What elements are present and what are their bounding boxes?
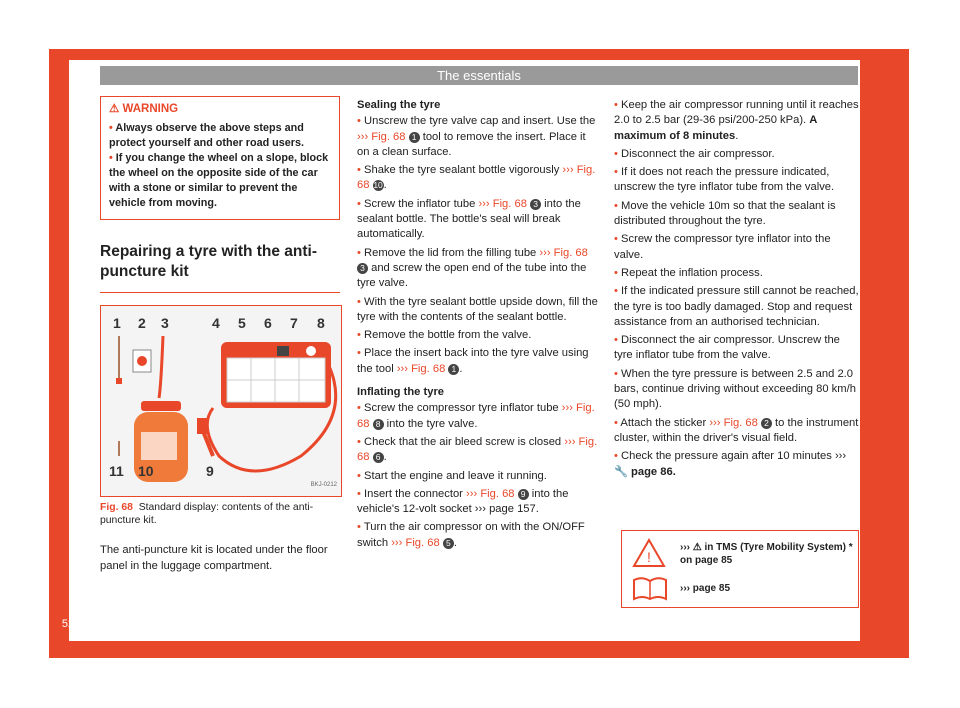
list-item: • If it does not reach the pressure indicated, unscrew the tyre inflator tube from the valve.	[614, 166, 835, 194]
sealing-heading: Sealing the tyre	[357, 99, 441, 111]
figure-label: 8	[317, 315, 325, 332]
kit-illustration	[101, 306, 341, 496]
callout-number: 9	[518, 489, 529, 500]
warning-box	[100, 96, 340, 220]
list-item: • Repeat the inflation process.	[614, 266, 763, 279]
list-item: • Start the engine and leave it running.	[357, 469, 547, 482]
section-title: Repairing a tyre with the anti-puncture kit	[100, 242, 340, 293]
figure-reference-link[interactable]: ››› Fig. 68	[357, 164, 596, 192]
intro-text: The anti-puncture kit is located under the floor panel in the luggage compartment.	[100, 544, 328, 572]
warning-item: • If you change the wheel on a slope, block the wheel on the opposite side of the car with a stone or similar to prevent the vehicle from moving.	[109, 152, 329, 210]
list-item: • With the tyre sealant bottle upside down, fill the tyre with the contents of the sealant bottle.	[357, 295, 598, 323]
column-middle	[357, 98, 601, 554]
callout-number: 5	[443, 538, 454, 549]
figure-reference-link[interactable]: ››› Fig. 68	[357, 402, 595, 430]
callout-number: 8	[373, 419, 384, 430]
figure-label: 7	[290, 315, 298, 332]
list-item: • Screw the compressor tyre inflator into the valve.	[614, 233, 831, 261]
callout-number: 1	[409, 132, 420, 143]
list-item: • Remove the lid from the filling tube ››› Fig. 68 3 and screw the open end of the tube into the tyre valve.	[357, 246, 588, 290]
figure-reference-link[interactable]: ››› Fig. 68	[357, 435, 598, 464]
figure-code: BKJ-0212	[310, 482, 337, 488]
figure-reference-link[interactable]: ››› Fig. 68	[709, 416, 758, 429]
list-item: • Disconnect the air compressor. Unscrew the tyre inflator tube from the valve.	[614, 334, 840, 362]
car-info-icon: 🔧	[614, 465, 628, 478]
figure-label: 9	[206, 463, 214, 480]
reference-box	[621, 530, 859, 608]
figure-label: 6	[264, 315, 272, 332]
warning-heading	[109, 102, 331, 117]
caution-triangle-icon	[632, 538, 666, 568]
list-item: • Check the pressure again after 10 minutes ››› 🔧 page 86.	[614, 450, 847, 478]
figure-label: 3	[161, 315, 169, 332]
warning-triangle-icon: ⚠	[109, 103, 120, 115]
figure-label: 11	[109, 463, 124, 480]
svg-text:!: !	[647, 549, 651, 565]
list-item: • Shake the tyre sealant bottle vigorously ››› Fig. 68 10.	[357, 164, 596, 192]
figure-reference-link[interactable]: ››› Fig. 68	[396, 362, 446, 375]
callout-number: 3	[530, 199, 541, 210]
list-item: • If the indicated pressure still cannot be reached, the tyre is too badly damaged. Stop and request assistance from an authorised technician.	[614, 285, 859, 328]
figure-anti-puncture-kit	[100, 305, 342, 497]
list-item: • Disconnect the air compressor.	[614, 147, 775, 160]
list-item: • Keep the air compressor running until it reaches 2.0 to 2.5 bar (29-36 psi/200-250 kPa). A maximum of 8 minutes.	[614, 99, 859, 142]
figure-label: 5	[238, 315, 246, 332]
figure-label: 10	[138, 463, 154, 480]
list-item: • Check that the air bleed screw is closed ››› Fig. 68 6 .	[357, 435, 598, 464]
reference-page-link[interactable]: ››› page 85	[680, 583, 731, 594]
reference-tms-link[interactable]: ››› ⚠ in TMS (Tyre Mobility System) * on page 85	[680, 542, 853, 566]
list-item: • Unscrew the tyre valve cap and insert. Use the ››› Fig. 68 1 tool to remove the insert. Place it on a clean surface.	[357, 115, 596, 158]
callout-number: 3	[357, 263, 368, 274]
figure-caption: Fig. 68 Standard display: contents of the anti-puncture kit.	[100, 502, 314, 527]
callout-number: 10	[373, 180, 383, 191]
column-left	[100, 96, 340, 574]
figure-label: 2	[138, 315, 146, 332]
figure-label: 4	[212, 315, 220, 332]
list-item: • Move the vehicle 10m so that the sealant is distributed throughout the tyre.	[614, 199, 836, 228]
page-header: The essentials	[100, 66, 858, 85]
list-item: • Screw the compressor tyre inflator tube ››› Fig. 68 8 into the tyre valve.	[357, 402, 595, 430]
figure-reference-link[interactable]: ››› Fig. 68	[539, 246, 588, 259]
list-item: • Place the insert back into the tyre valve using the tool ››› Fig. 68 1 .	[357, 347, 589, 375]
column-right	[614, 98, 859, 483]
warning-title: WARNING	[122, 103, 179, 115]
figure-reference-link[interactable]: ››› Fig. 68	[466, 487, 515, 500]
list-item: • Turn the air compressor on with the ON/OFF switch ››› Fig. 68 5 .	[357, 521, 585, 549]
page-number: 52	[61, 618, 75, 630]
list-item: • When the tyre pressure is between 2.5 and 2.0 bars, continue driving without exceeding 80 km/h (50 mph).	[614, 367, 856, 411]
callout-number: 1	[448, 364, 459, 375]
list-item: • Remove the bottle from the valve.	[357, 329, 532, 342]
list-item: • Screw the inflator tube ››› Fig. 68 3 into the sealant bottle. The bottle's seal will break automatically.	[357, 197, 581, 241]
warning-item: • Always observe the above steps and protect yourself and other road users.	[109, 122, 304, 150]
list-item: • Insert the connector ››› Fig. 68 9 into the vehicle's 12-volt socket ››› page 157.	[357, 487, 569, 516]
figure-reference-link[interactable]: ››› Fig. 68	[357, 130, 406, 143]
list-item: • Attach the sticker ››› Fig. 68 2 to the instrument cluster, within the driver's visual field.	[614, 416, 859, 444]
book-icon	[632, 575, 668, 601]
figure-label: 1	[113, 315, 121, 332]
figure-reference-link[interactable]: ››› Fig. 68	[391, 536, 440, 549]
callout-number: 6	[373, 452, 384, 463]
figure-reference-link[interactable]: ››› Fig. 68	[478, 197, 527, 210]
inflating-heading: Inflating the tyre	[357, 386, 445, 399]
